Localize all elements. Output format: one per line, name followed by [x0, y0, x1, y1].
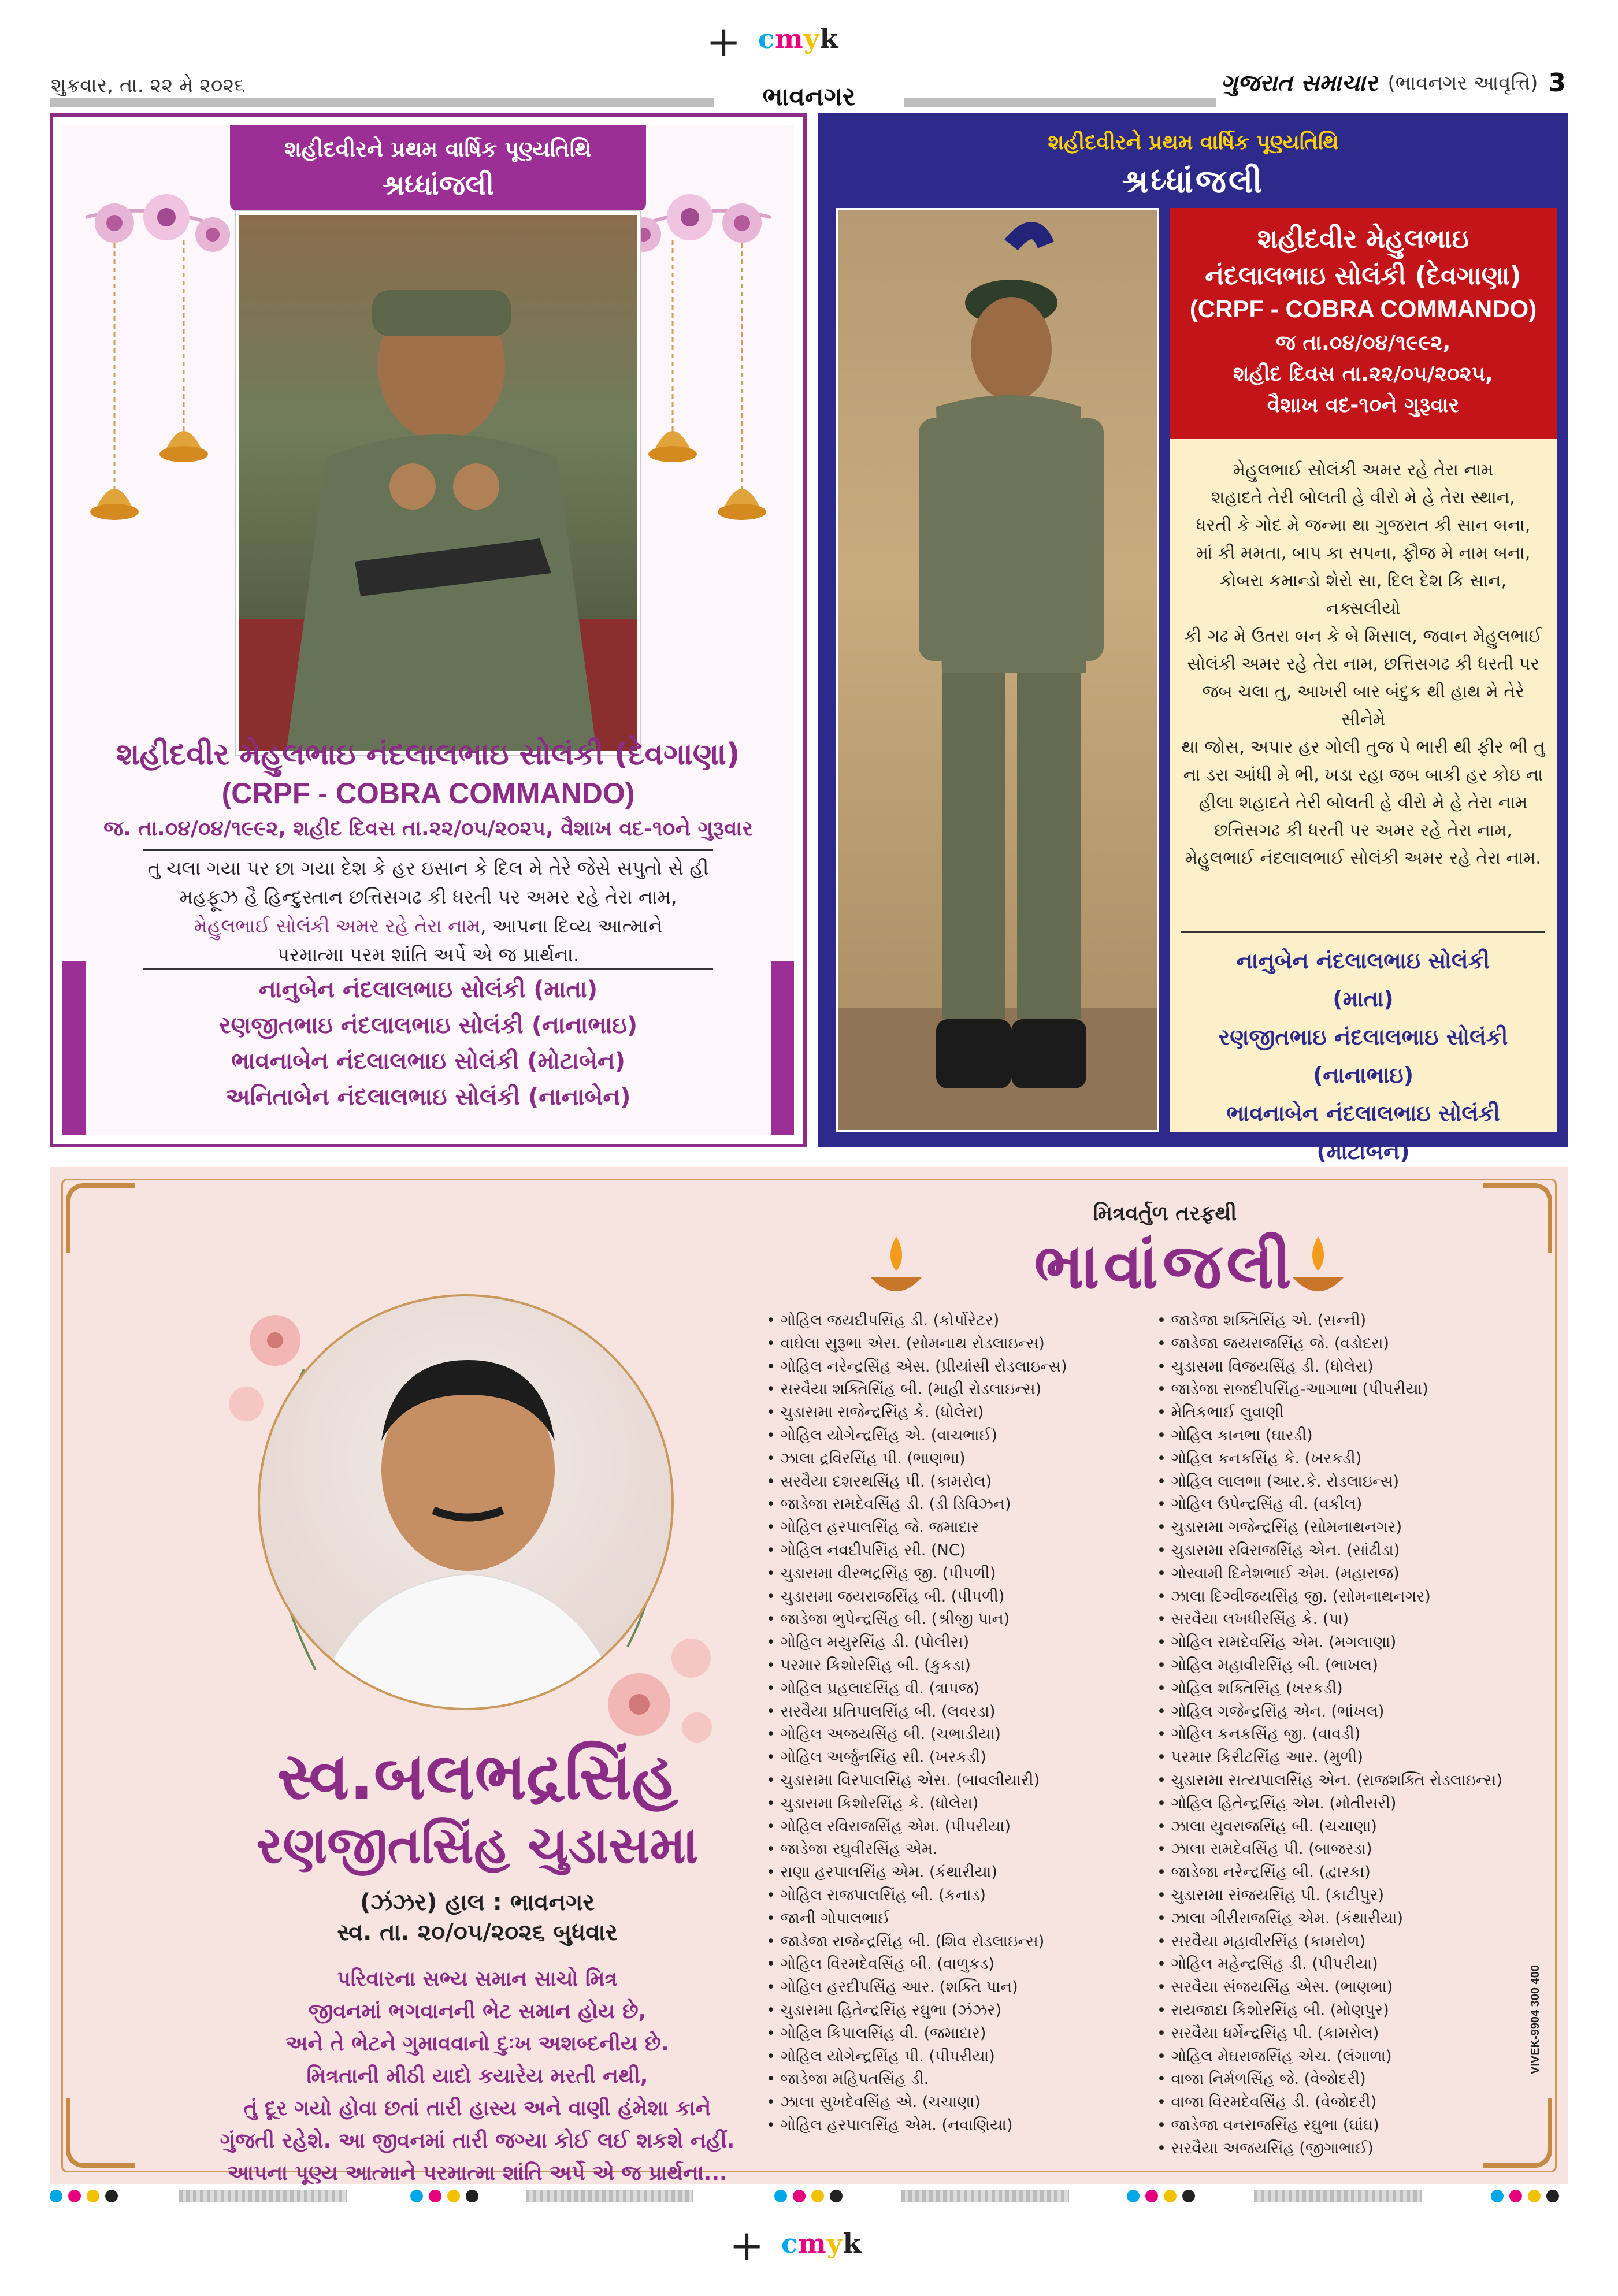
soldier-photo-right	[836, 208, 1159, 1132]
poem-line: થા જોસ, અપાર હર ગોલી તુજ પે ભારી થી ફીર ભી તુ	[1181, 737, 1545, 757]
poem-line: પરિવારના સભ્ય સમાન સાચો મિત્ર	[337, 1967, 618, 1991]
friend-name: • જાડેજા જયરાજસિંહ જે. (વડોદરા)	[1157, 1332, 1532, 1355]
deceased-date: સ્વ. તા. ૨૦/૦૫/૨૦૨૬ બુધવાર	[337, 1919, 618, 1946]
friend-name: • ગોહિલ હિતેન્દ્રસિંહ એમ. (મોતીસરી)	[1157, 1792, 1532, 1815]
friend-name: • વાઘેલા સુરૂભા એસ. (સોમનાથ રોડલાઇન્સ)	[766, 1332, 1142, 1355]
corner-ornament-icon	[1483, 1183, 1552, 1253]
soldier-standing-icon	[838, 210, 1159, 1132]
friend-name: • વાજા નિર્મળસિંહ જે. (વેજોદરી)	[1157, 2068, 1532, 2091]
friend-name: • ગોહિલ કાનભા (ઘારડી)	[1157, 1424, 1532, 1447]
corner-ornament-icon	[66, 1183, 135, 1253]
grey-bar	[1254, 2190, 1422, 2202]
friend-name: • ચુડાસમા સંજયસિંહ પી. (કાટીપુર)	[1157, 1884, 1532, 1907]
poem-line: શહાદતે તેરી બોલતી હે વીરો મે હે તેરા સ્થાન,	[1211, 488, 1515, 508]
martyr-name-line2: નંદલાલભાઇ સોલંકી (દેવગાણા)	[1205, 261, 1521, 291]
grey-bar	[901, 2190, 1069, 2202]
registration-plus: +	[729, 2221, 765, 2269]
color-dots	[410, 2190, 478, 2202]
family-member: (નાનાભાઇ)	[1312, 1062, 1414, 1088]
friend-name: • ઝાલા દ્રવિરસિંહ પી. (ભાણભા)	[766, 1447, 1142, 1470]
friend-name: • જાડેજા નરેન્દ્રસિંહ બી. (દ્વારકા)	[1157, 1861, 1532, 1884]
poem-line: મેહુલભાઈ નંદલાલભાઈ સોલંકી અમર રહે તેરા નામ.	[1185, 848, 1541, 868]
bhavanjali-ad	[50, 1167, 1568, 2184]
poem-line: જબ ચલા તુ, આખરી બાર બંદુક થી હાથ મે તેરે સીનેમે	[1202, 682, 1524, 730]
deceased-name-line2: રણજીતસિંહ ચુડાસમા	[256, 1815, 699, 1875]
friend-name: • જાડેજા શક્તિસિંહ એ. (સન્ની)	[1157, 1309, 1532, 1332]
tribute-right-poem	[1181, 456, 1545, 872]
friend-name: • રાયજાદા કિશોરસિંહ બી. (મોણપુર)	[1157, 1999, 1532, 2022]
registration-bottom	[0, 2190, 1618, 2269]
poem-line: તું દૂર ગયો હોવા છતાં તારી હાસ્ય અને વાણી હંમેશા કાને	[243, 2097, 711, 2120]
header-rule-left	[50, 98, 714, 107]
friend-name: • જાડેજા રાજેન્દ્રસિંહ બી. (શિવ રોડલાઇન્સ)	[766, 1930, 1142, 1953]
divider-bottom	[143, 968, 713, 970]
friend-name: • ગોહિલ યોગેન્દ્રસિંહ એ. (વાચભાઈ)	[766, 1424, 1142, 1447]
friend-name: • ગોહિલ હરપાલસિંહ એમ. (નવાણિયા)	[766, 2114, 1142, 2137]
friend-name: • ગોહિલ નવદીપસિંહ સી. (NC)	[766, 1539, 1142, 1562]
friend-name: • ગોહિલ મહાવીરસિંહ બી. (ભાખલ)	[1157, 1654, 1532, 1677]
martyr-name: શહીદવીર મેહુલભાઇ નંદલાલભાઇ સોલંકી (દેવગાણા)	[116, 737, 740, 772]
friend-name: • ઝાલા સુખદેવસિંહ એ. (ચચાણા)	[766, 2091, 1142, 2114]
friend-name: • ગોહિલ અજયસિંહ બી. (ચભાડીયા)	[766, 1723, 1142, 1746]
edition-label: (ભાવનગર આવૃત્તિ)	[1387, 71, 1538, 95]
deceased-place: (ઝંઝર) હાલ : ભાવનગર	[359, 1889, 595, 1916]
color-dots	[50, 2190, 118, 2202]
martyr-unit: (CRPF - COBRA COMMANDO)	[1189, 295, 1537, 322]
soldier-photo-left	[236, 211, 640, 755]
martyr-name-line1: શહીદવીર મેહુલભાઇ	[1257, 223, 1469, 254]
martyr-date: શહીદ દિવસ તા.૨૨/૦૫/૨૦૨૫,	[1233, 362, 1494, 386]
friend-name: • પરમાર કિશોરસિંહ બી. (કુકડા)	[766, 1654, 1142, 1677]
tribute-ad-left	[50, 113, 807, 1147]
friend-name: • ગોહિલ કિપાલસિંહ વી. (જમાદાર)	[766, 2022, 1142, 2045]
friend-name: • ગોહિલ નરેન્દ્રસિંહ એસ. (પ્રીયાંસી રોડલાઇન્સ)	[766, 1355, 1142, 1379]
friend-name: • ચુડાસમા કિશોરસિંહ કે. (ધોલેરા)	[766, 1792, 1142, 1815]
header-rule-right	[904, 98, 1216, 107]
poem-line: મિત્રતાની મીઠી યાદો કયારેય મરતી નથી,	[306, 2064, 648, 2088]
friend-name: • સરવૈયા દશરથસિંહ પી. (કામરોલ)	[766, 1470, 1142, 1493]
friends-column-2	[1157, 1309, 1532, 2160]
registration-top	[0, 17, 1618, 69]
friend-name: • મેતિકભાઈ લુવાણી	[1157, 1401, 1532, 1424]
poem-line: કી ગઢ મે ઉતરા બન કે બે મિસાલ, જવાન મેહુલભાઈ	[1184, 626, 1542, 647]
friend-name: • સરવૈયા અજયસિંહ (જીગાભાઈ)	[1157, 2137, 1532, 2160]
friend-name: • જાડેજા વનરાજસિંહ રઘુભા (ઘાંઘ)	[1157, 2114, 1532, 2137]
friend-name: • ગોહિલ પ્રહલાદસિંહ વી. (ત્રાપજ)	[766, 1677, 1142, 1700]
poem-line: આપના પૂણ્ય આત્માને પરમાત્મા શાંતિ અર્પે એ જ પ્રાર્થના...	[227, 2161, 728, 2185]
martyr-dates: જ. તા.૦૪/૦૪/૧૯૯૨, શહીદ દિવસ તા.૨૨/૦૫/૨૦૨૫, વૈશાખ વદ-૧૦ને ગુરૂવાર	[103, 817, 753, 841]
friend-name: • ઝાલા યુવરાજસિંહ બી. (ચચાણા)	[1157, 1815, 1532, 1838]
friend-name: • ઝાલા ગીરીરાજસિંહ એમ. (કંથારીયા)	[1157, 1907, 1532, 1930]
friend-name: • ઝાલા દિગ્વીજયસિંહ જી. (સોમનાથનગર)	[1157, 1585, 1532, 1608]
newspaper-name: ગુજરાત સમાચાર	[1220, 69, 1378, 96]
friend-name: • ગોહિલ ઉપેન્દ્રસિંહ વી. (વકીલ)	[1157, 1493, 1532, 1516]
cmyk-mark: cmyk	[758, 23, 839, 54]
shraddhanjali-heading: શ્રધ્ધાંજલી	[1122, 163, 1265, 200]
poem-line: છત્તિસગઢ કી ધરતી પર અમર રહે તેરા નામ,	[1214, 820, 1512, 841]
flower-garland-left-icon	[80, 194, 230, 570]
poem-line: ગુંજતી રહેશે. આ જીવનમાં તારી જગ્યા કોઈ લઈ શકશે નહીં.	[220, 2129, 735, 2153]
poem-highlight: મેહુલભાઈ સોલંકી અમર રહે તેરા નામ	[194, 915, 481, 937]
friend-name: • જાડેજા રઘુવીરસિંહ એમ.	[766, 1838, 1142, 1861]
friend-name: • પરમાર કિરીટસિંહ આર. (મુળી)	[1157, 1746, 1532, 1769]
friend-name: • ગોહિલ જયદીપસિંહ ડી. (કોર્પોરેટર)	[766, 1309, 1142, 1332]
friend-name: • ગોહિલ અર્જુનસિંહ સી. (ખરકડી)	[766, 1746, 1142, 1769]
masthead	[1221, 68, 1566, 98]
cmyk-mark: cmyk	[781, 2228, 862, 2259]
man-portrait-icon	[260, 1296, 674, 1710]
shraddhanjali-heading: શ્રધ્ધાંજલી	[381, 169, 495, 202]
friend-name: • સરવૈયા સંજયસિંહ એસ. (ભાણભા)	[1157, 1976, 1532, 1999]
poem-line: માં કી મમતા, બાપ કા સપના, ફૌજ મે નામ બના,	[1196, 543, 1531, 563]
page-number: 3	[1548, 68, 1566, 98]
friend-name: • ચુડાસમા રવિરાજસિંહ એન. (સાંઢીડા)	[1157, 1539, 1532, 1562]
poem-line: મહફૂઝ હૈ હિન્દુસ્તાન છત્તિસગઢ કી ધરતી પર અમર રહે તેરા નામ,	[179, 886, 677, 908]
friend-name: • ગોહિલ શક્તિસિંહ (ખરકડી)	[1157, 1677, 1532, 1700]
friend-name: • ચુડાસમા વિજયસિંહ ડી. (ધોલેરા)	[1157, 1355, 1532, 1379]
grey-bar	[526, 2190, 693, 2202]
poem-line: મેહુલભાઈ સોલંકી અમર રહે તેરા નામ	[1233, 460, 1494, 480]
friend-name: • ગોહિલ કનકસિંહ કે. (ખરકડી)	[1157, 1447, 1532, 1470]
friend-name: • ગોહિલ કનકસિંહ જી. (વાવડી)	[1157, 1723, 1532, 1746]
grey-bar	[179, 2190, 347, 2202]
bhavanjali-title: ભાવાંજલી	[1034, 1231, 1296, 1303]
deceased-name-line1: સ્વ.બલભદ્રસિંહ	[277, 1739, 678, 1814]
poem-line: અને તે ભેટને ગુમાવવાનો દુઃખ અશબ્દનીય છે.	[285, 2032, 669, 2056]
flower-garland-right-icon	[626, 194, 777, 570]
poem-line: ના ડરા આંધી મે ભી, ખડા રહા જબ બાકી હર કોઇ ના	[1183, 765, 1543, 785]
tithi-date: વૈશાખ વદ-૧૦ને ગુરૂવાર	[1267, 393, 1460, 417]
friend-name: • સરવૈયા લખધીરસિંહ કે. (પા)	[1157, 1608, 1532, 1631]
friend-name: • ગોહિલ હરપાલસિંહ જે. જમાદાર	[766, 1516, 1142, 1539]
family-member: ભાવનાબેન નંદલાલભાઇ સોલંકી	[1226, 1101, 1500, 1126]
poem-line	[120, 912, 736, 941]
family-member: (માતા)	[1333, 986, 1394, 1012]
friend-name: • ગોહિલ મયુરસિંહ ડી. (પોલીસ)	[766, 1631, 1142, 1654]
friend-name: • ગોહિલ લાલભા (આર.કે. રોડલાઇન્સ)	[1157, 1470, 1532, 1493]
corner-ornament-icon	[66, 2098, 135, 2168]
registration-plus: +	[706, 17, 741, 66]
friend-name: • ચુડાસમા રાજેન્દ્રસિંહ કે. (ધોલેરા)	[766, 1401, 1142, 1424]
family-member: રણજીતભાઇ નંદલાલભાઇ સોલંકી (નાનાભાઇ)	[218, 1012, 638, 1039]
friend-name: • ગોહિલ રવિરાજસિંહ એમ. (પીપરીયા)	[766, 1815, 1142, 1838]
edition-city: ભાવનગર	[762, 82, 856, 112]
poem-line: પરમાત્મા પરમ શાંતિ અર્પે એ જ પ્રાર્થના.	[277, 943, 580, 966]
family-member: (મોટાબેન)	[1316, 1139, 1410, 1164]
friend-name: • ગોહિલ મેઘરાજસિંહ એચ. (લંગાળા)	[1157, 2045, 1532, 2068]
tribute-ad-right	[818, 113, 1568, 1164]
friend-name: • સરવૈયા ધર્મેન્દ્રસિંહ પી. (કામરોલ)	[1157, 2022, 1532, 2045]
color-dots	[774, 2190, 843, 2202]
friend-name: • ઝાલા રામદેવસિંહ પી. (બાજરડા)	[1157, 1838, 1532, 1861]
birth-date: જ તા.૦૪/૦૪/૧૯૯૨,	[1275, 331, 1451, 355]
friend-name: • ગોહિલ વિરમદેવસિંહ બી. (વાળુકડ)	[766, 1953, 1142, 1976]
friend-name: • રાણા હરપાલસિંહ એમ. (કંથારીયા)	[766, 1861, 1142, 1884]
poem-line: જીવનમાં ભગવાનની ભેટ સમાન હોય છે,	[308, 2000, 647, 2023]
friend-name: • ચુડાસમા વિરપાલસિંહ એસ. (બાવલીયારી)	[766, 1769, 1142, 1792]
tribute-left-banner	[230, 125, 646, 211]
poem-line: ધરતી કે ગોદ મે જન્મા થા ગુજરાત કી સાન બના,	[1196, 515, 1531, 536]
friend-name: • ચુડાસમા હિતેન્દ્રસિંહ રઘુભા (ઝંઝર)	[766, 1999, 1142, 2022]
soldier-portrait-icon	[239, 215, 640, 755]
friend-name: • ગોહિલ મહેન્દ્રસિંહ ડી. (પીપરીયા)	[1157, 1953, 1532, 1976]
divider	[1181, 931, 1545, 933]
martyr-unit: (CRPF - COBRA COMMANDO)	[221, 777, 635, 809]
family-member: ભાવનાબેન નંદલાલભાઇ સોલંકી (મોટાબેન)	[231, 1048, 626, 1075]
family-member: નાનુબેન નંદલાલભાઇ સોલંકી	[1236, 948, 1490, 974]
issue-date: શુક્રવાર, તા. ૨૨ મે ૨૦૨૬	[51, 74, 246, 97]
friend-name: • જાડેજા રાજદીપસિંહ-આગાભા (પીપરીયા)	[1157, 1378, 1532, 1401]
friend-name: • ચુડાસમા વીરભદ્રસિંહ જી. (પીપળી)	[766, 1562, 1142, 1585]
friends-column-1	[766, 1309, 1142, 2160]
martyr-dates	[1170, 323, 1557, 421]
tribute-left-background	[62, 125, 794, 1135]
friend-name: • વાજા વિરમદેવસિંહ ડી. (વેજોદરી)	[1157, 2091, 1532, 2114]
friend-name: • ગોહિલ ગજેન્દ્રસિંહ એન. (ભાંખલ)	[1157, 1700, 1532, 1723]
friend-name: • ગોહિલ રાજપાલસિંહ બી. (કનાડ)	[766, 1884, 1142, 1907]
friend-name: • ગોહિલ રામદેવસિંહ એમ. (મગલાણા)	[1157, 1631, 1532, 1654]
martyr-name-box	[1170, 208, 1557, 439]
anniversary-heading: શહીદવીરને પ્રથમ વાર્ષિક પૂણ્યતિથિ	[284, 136, 592, 162]
bhavanjali-subtitle: મિત્રવર્તુળ તરફથી	[1093, 1202, 1237, 1225]
friend-name: • સરવૈયા પ્રતિપાલસિંહ બી. (લવરડા)	[766, 1700, 1142, 1723]
friend-name: • ચુડાસમા ગજેન્દ્રસિંહ (સોમનાથનગર)	[1157, 1516, 1532, 1539]
friends-list	[766, 1309, 1535, 2160]
family-member: અનિતાબેન નંદલાલભાઇ સોલંકી (નાનાબેન)	[225, 1084, 631, 1110]
friend-name: • જાડેજા ભુપેન્દ્રસિંહ બી. (શ્રીજી પાન)	[766, 1608, 1142, 1631]
bhavanjali-poem	[165, 1963, 789, 2190]
friend-name: • સરવૈયા શક્તિસિંહ બી. (માહી રોડલાઇન્સ)	[766, 1378, 1142, 1401]
poem-rest: , આપના દિવ્ય આત્માને	[480, 915, 663, 937]
friend-name: • ચુડાસમા જયરાજસિંહ બી. (પીપળી)	[766, 1585, 1142, 1608]
ad-code: VIVEK-9904 300 400	[1529, 1964, 1542, 2074]
divider-top	[143, 849, 713, 851]
poem-line: તુ ચલા ગયા પર છા ગયા દેશ કે હર ઇસાન કે દિલ મે તેરે જેસે સપુતો સે હી	[147, 857, 709, 879]
family-member: રણજીતભાઇ નંદલાલભાઇ સોલંકી	[1218, 1024, 1508, 1050]
friend-name: • જાની ગોપાલભાઈ	[766, 1907, 1142, 1930]
anniversary-heading: શહીદવીરને પ્રથમ વાર્ષિક પૂણ્યતિથિ	[1048, 131, 1339, 154]
poem-line: હીલા શહાદતે તેરી બોલતી હે વીરો મે હે તેરા નામ	[1198, 793, 1528, 813]
poem-line: સોલંકી અમર રહે તેરા નામ, છત્તિસગઢ કી ધરતી પર	[1187, 654, 1539, 674]
poem-line: કોબરા કમાન્ડો શેરો સા, દિલ દેશ કિ સાન, નક્સલીયો	[1219, 571, 1507, 619]
friend-name: • ગોહિલ હરદીપસિંહ આર. (શક્તિ પાન)	[766, 1976, 1142, 1999]
family-member: નાનુબેન નંદલાલભાઇ સોલંકી (માતા)	[258, 976, 598, 1003]
color-dots	[1127, 2190, 1195, 2202]
tribute-left-poem	[120, 854, 736, 969]
friend-name: • ગોહિલ યોગેન્દ્રસિંહ પી. (પીપરીયા)	[766, 2045, 1142, 2068]
family-list-left	[62, 972, 794, 1115]
friend-name: • જાડેજા મહિપતસિંહ ડી.	[766, 2068, 1142, 2091]
friend-name: • સરવૈયા મહાવીરસિંહ (કામરોળ)	[1157, 1930, 1532, 1953]
friend-name: • ગોસ્વામી દિનેશભાઈ એમ. (મહારાજ)	[1157, 1562, 1532, 1585]
memorial-portrait	[258, 1294, 674, 1710]
friend-name: • ચુડાસમા સત્યપાલસિંહ એન. (રાજશક્તિ રોડલાઇન્સ)	[1157, 1769, 1532, 1792]
diya-lamp-icon	[1286, 1231, 1350, 1306]
tribute-right-text-box	[1170, 439, 1557, 1164]
friend-name: • જાડેજા રામદેવસિંહ ડી. (ડી ડિવિઝન)	[766, 1493, 1142, 1516]
color-dots	[1491, 2190, 1559, 2202]
